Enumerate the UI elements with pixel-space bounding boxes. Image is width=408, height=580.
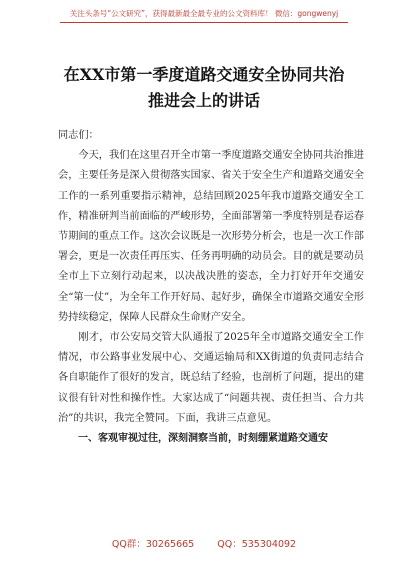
- salutation: 同志们：: [58, 130, 99, 141]
- paragraph-2: 刚才，市公安局交管大队通报了2025年全市道路交通安全工作情况，市公路事业发展中心、交通运输局和XX街道的负责同志结合各自职能作了很好的发言，既总结了经验，也剖析了问题，提出的建议很有针对性和操作性。大家达成了“问题共视、责任担当、合力共治”的共识，我完全赞同。下面，我讲三点意见。: [58, 332, 364, 424]
- document-title: [30, 62, 378, 114]
- footer: [0, 536, 408, 550]
- footer-qq-group: QQ群：30265665: [111, 539, 195, 550]
- document-body: [58, 126, 364, 449]
- title-line-2: 推进会上的讲话: [147, 91, 260, 110]
- paragraph-1: 今天，我们在这里召开全市第一季度道路交通安全协同共治推进会，主要任务是深入贯彻落实国家、省关于安全生产和道路交通安全工作的一系列重要指示精神，总结回顾2025年我市道路交通安全工作，精准研判当前面临的严峻形势，全面部署第一季度特别是春运春节期间的重点工作。这次会议既是一次形势分析会，也是一次工作部署会，更是一次责任再压实、任务再明确的动员会。目的就是要动员全市上下立刻行动起来，以决战决胜的姿态，全力打好开年交通安全“第一仗”，为全年工作开好局、起好步，确保全市道路交通安全形势持续稳定，保障人民群众生命财产安全。: [58, 150, 364, 323]
- section-heading: 一、客观审视过往，深刻洞察当前，时刻绷紧道路交通安: [78, 433, 328, 445]
- header-note: 关注头条号“公文研究”，获得最新最全最专业的公文资料库！ 微信：gongwenyj: [69, 9, 339, 18]
- title-line-1: 在XX市第一季度道路交通安全协同共治: [63, 65, 345, 84]
- header-divider: [60, 22, 348, 23]
- footer-qq: QQ：535304092: [217, 539, 297, 550]
